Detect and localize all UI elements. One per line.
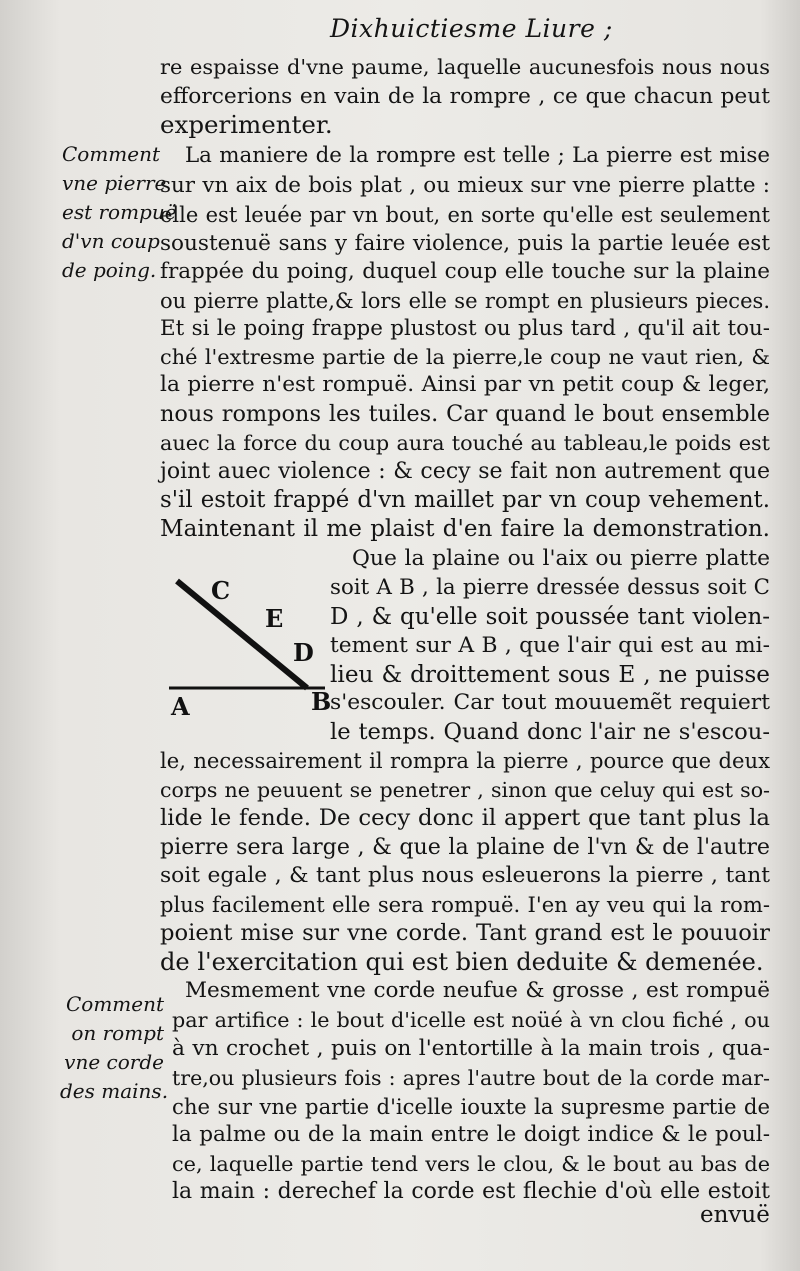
text-line: soustenuë sans y faire violence, puis la partie leuée est <box>160 231 770 256</box>
text-line: s'il estoit frappé d'vn maillet par vn coup vehement. <box>160 487 770 513</box>
figure-label-e: E <box>265 604 284 633</box>
margin-note-line: Comment <box>62 142 161 166</box>
text-line: la pierre n'est rompuë. Ainsi par vn petit coup & leger, <box>160 372 770 397</box>
text-line: sur vn aix de bois plat , ou mieux sur vne pierre platte : <box>160 173 770 198</box>
margin-note-line: d'vn coup <box>62 229 160 253</box>
text-line: ou pierre platte,& lors elle se rompt en plusieurs pieces. <box>160 288 770 313</box>
text-line: le, necessairement il rompra la pierre , pource que deux <box>160 748 770 773</box>
figure-label-b: B <box>311 687 332 716</box>
text-line: nous rompons les tuiles. Car quand le bout ensemble <box>160 401 770 427</box>
stone-line-cd <box>177 581 307 688</box>
text-line: corps ne peuuent se penetrer , sinon que celuy qui est so- <box>160 778 770 802</box>
text-line: Que la plaine ou l'aix ou pierre platte <box>352 546 770 571</box>
text-line: auec la force du coup aura touché au tableau,le poids est <box>160 431 770 455</box>
margin-note-rope <box>60 990 169 1106</box>
text-line: che sur vne partie d'icelle iouxte la supresme partie de <box>172 1094 770 1119</box>
text-line: Maintenant il me plaist d'en faire la demonstration. <box>160 516 770 542</box>
text-line: plus facilement elle sera rompuë. I'en ay veu qui la rom- <box>160 892 770 917</box>
catchword: envuë <box>700 1202 770 1228</box>
text-line: joint auec violence : & cecy se fait non autrement que <box>160 459 770 484</box>
text-line: efforcerions en vain de la rompre , ce que chacun peut <box>160 84 770 109</box>
text-line: ce, laquelle partie tend vers le clou, & le bout au bas de <box>172 1152 770 1176</box>
text-line: soit A B , la pierre dressée dessus soit C <box>330 575 770 600</box>
margin-note-line: des mains. <box>60 1079 169 1103</box>
text-line: experimenter. <box>160 110 333 139</box>
text-line: re espaisse d'vne paume, laquelle aucunesfois nous nous <box>160 55 770 79</box>
text-line: lieu & droittement sous E , ne puisse <box>330 661 770 688</box>
text-line: s'escouler. Car tout mouuemẽt requiert <box>330 690 770 715</box>
stone-diagram <box>165 575 345 725</box>
margin-note-line: vne corde <box>64 1050 164 1074</box>
figure-label-c: C <box>211 576 231 605</box>
figure-label-d: D <box>293 638 314 667</box>
figure-label-a: A <box>171 692 190 721</box>
text-line: pierre sera large , & que la plaine de l'vn & de l'autre <box>160 834 770 860</box>
text-line: la main : derechef la corde est flechie d'où elle estoit <box>172 1179 770 1204</box>
text-line: soit egale , & tant plus nous esleuerons la pierre , tant <box>160 863 770 888</box>
running-header: Dixhuictiesme Liure ; <box>330 14 613 43</box>
text-line: tre,ou plusieurs fois : apres l'autre bout de la corde mar- <box>172 1066 770 1090</box>
text-line: le temps. Quand donc l'air ne s'escou- <box>330 719 770 745</box>
text-line: lide le fende. De cecy donc il appert que tant plus la <box>160 805 770 831</box>
margin-note-line: Comment <box>65 992 164 1016</box>
text-line: frappée du poing, duquel coup elle touche sur la plaine <box>160 259 770 284</box>
text-line: Et si le poing frappe plustost ou plus tard , qu'il ait tou- <box>160 316 770 341</box>
text-line: tement sur A B , que l'air qui est au mi- <box>330 633 770 658</box>
text-line: poient mise sur vne corde. Tant grand est le pouuoir <box>160 920 770 946</box>
text-line: à vn crochet , puis on l'entortille à la main trois , qua- <box>172 1036 770 1061</box>
text-line: de l'exercitation qui est bien deduite & demenée. <box>160 948 764 976</box>
text-line: D , & qu'elle soit poussée tant violen- <box>330 604 770 630</box>
margin-note-stone <box>62 140 177 285</box>
text-line: ché l'extresme partie de la pierre,le coup ne vaut rien, & <box>160 345 770 369</box>
margin-note-line: de poing. <box>62 258 157 282</box>
margin-note-line: est rompuë <box>62 200 177 224</box>
text-line: elle est leuée par vn bout, en sorte qu'elle est seulement <box>160 202 770 227</box>
text-line: Mesmement vne corde neufue & grosse , est rompuë <box>185 978 770 1003</box>
text-line: par artifice : le bout d'icelle est noüé à vn clou fiché , ou <box>172 1008 770 1032</box>
text-line: la palme ou de la main entre le doigt indice & le poul- <box>172 1122 770 1147</box>
margin-note-line: vne pierre <box>62 171 167 195</box>
margin-note-line: on rompt <box>71 1021 164 1045</box>
text-line: La maniere de la rompre est telle ; La pierre est mise <box>185 143 770 168</box>
